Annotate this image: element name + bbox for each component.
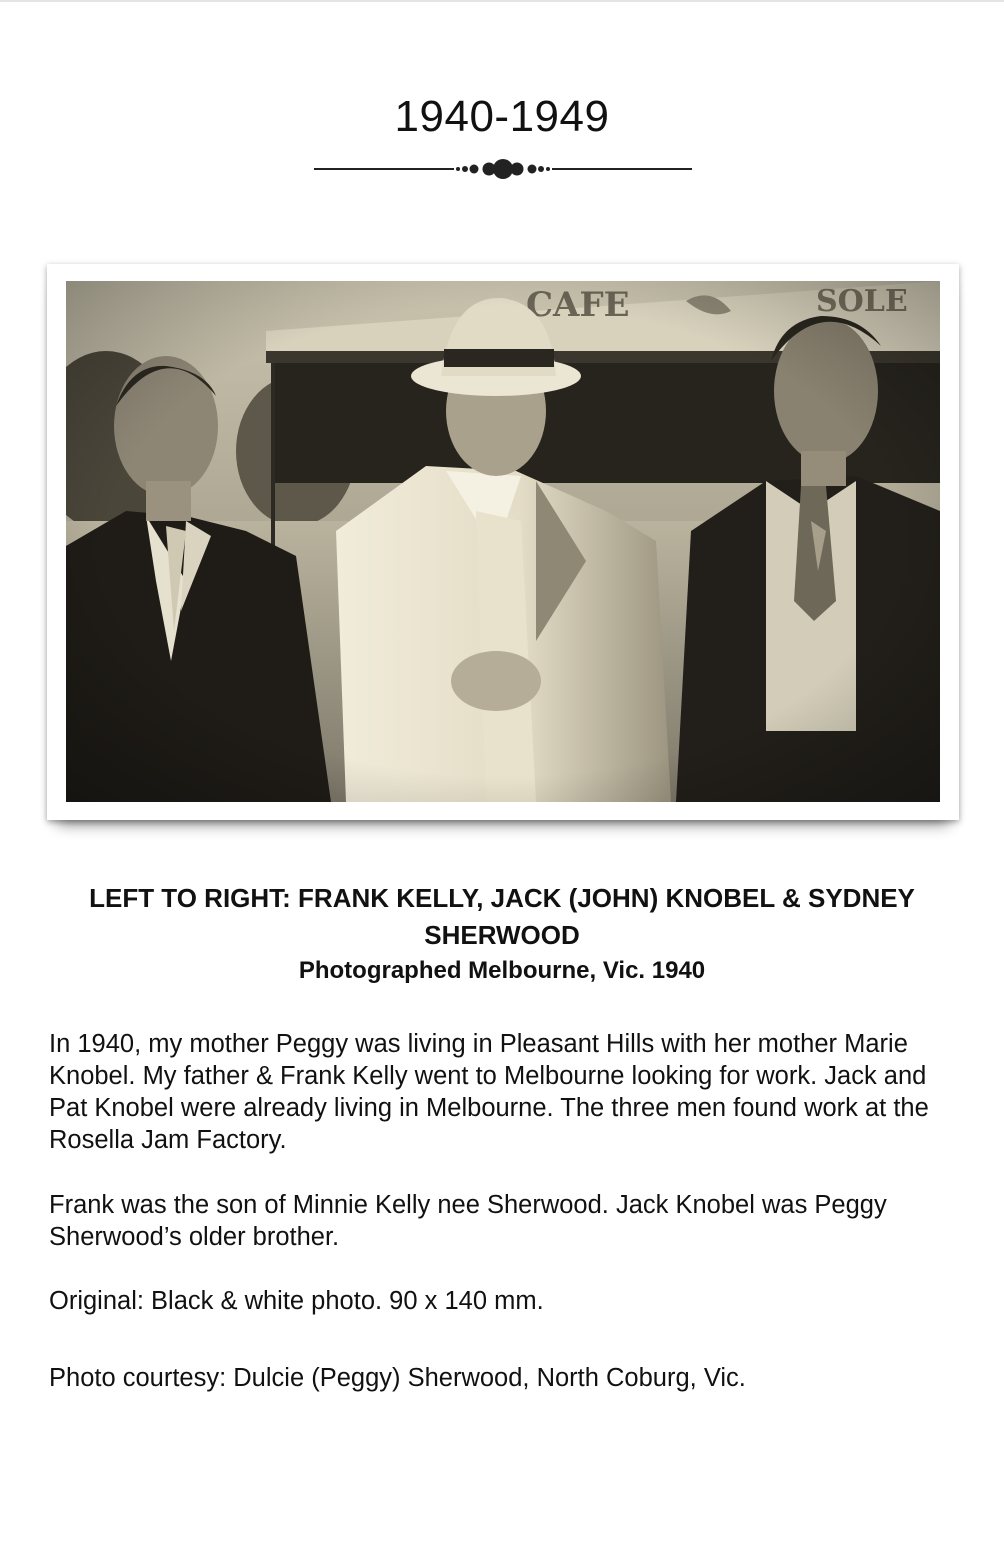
caption-subtitle: Photographed Melbourne, Vic. 1940 [298,957,706,984]
page-title: 1940-1949 [394,92,610,141]
photo-caption [48,880,956,988]
paragraph-courtesy: Photo courtesy: Dulcie (Peggy) Sherwood, North Coburg, Vic. [49,1364,746,1392]
paragraph-original: Original: Black & white photo. 90 x 140 mm. [49,1287,544,1315]
photo-frame [47,264,959,820]
top-border [0,0,1004,2]
photo-illustration [66,281,940,802]
title-divider-ornament [312,156,694,182]
caption-title: LEFT TO RIGHT: FRANK KELLY, JACK (JOHN) KNOBEL & SYDNEY SHERWOOD [89,883,915,950]
paragraph-story: In 1940, my mother Peggy was living in Pleasant Hills with her mother Marie Knobel. My father & Frank Kelly went to Melbourne looking for work. Jack and Pat Knobel were already living in Melbourne. The three men found work at the Rosella Jam Factory. [49,1030,929,1154]
paragraph-family: Frank was the son of Minnie Kelly nee Sherwood. Jack Knobel was Peggy Sherwood’s older brother. [49,1191,887,1251]
historical-photo [66,281,940,802]
